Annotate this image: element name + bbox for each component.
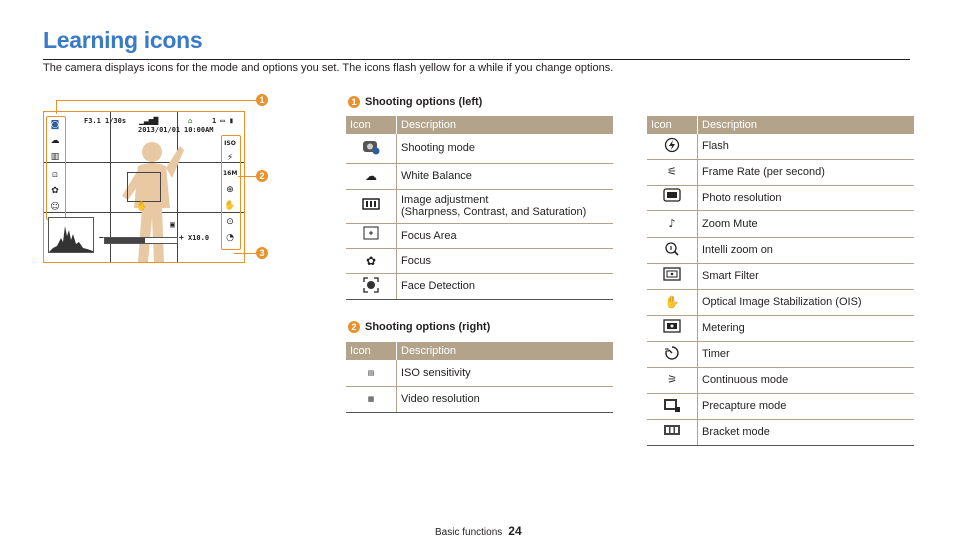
table-row xyxy=(647,159,914,185)
col-icon-header: Icon xyxy=(346,116,397,134)
face-frame-icon: ▣ xyxy=(170,220,175,229)
section-number: 2 xyxy=(348,321,360,333)
camera-mode-icon xyxy=(362,139,380,155)
table-row xyxy=(647,315,914,341)
continuous-icon: ⚞ xyxy=(667,373,677,386)
ois-hand-icon: ✋ xyxy=(664,295,680,309)
col-description-header: Description xyxy=(698,116,915,134)
table-shooting-left xyxy=(346,116,613,300)
gps-icon: ⌂ xyxy=(188,117,193,125)
image-adjust-icon xyxy=(362,197,380,213)
row-description: White Balance xyxy=(397,163,614,189)
flash-icon: ⚡ xyxy=(226,153,234,163)
col-icon-header: Icon xyxy=(647,116,698,134)
focus-frame xyxy=(127,172,161,202)
precapture-icon xyxy=(663,397,681,413)
left-icon-strip xyxy=(46,116,66,220)
section-heading-left xyxy=(348,96,482,108)
right-icon-strip xyxy=(221,135,241,250)
frame-rate-icon: ⚟ xyxy=(667,165,677,178)
image-adjust-icon: ▥ xyxy=(50,152,60,162)
row-description: Precapture mode xyxy=(698,393,915,419)
title-rule xyxy=(43,59,910,60)
callout-line xyxy=(234,253,256,254)
row-description: Timer xyxy=(698,341,915,367)
zoom-out-icon: − xyxy=(99,233,104,242)
row-description: Continuous mode xyxy=(698,367,915,393)
shutter-value: 1/30s xyxy=(105,117,127,125)
table-row xyxy=(346,248,613,273)
section-title: Shooting options (right) xyxy=(365,321,491,333)
row-description-detail: (Sharpness, Contrast, and Saturation) xyxy=(401,206,587,218)
macro-flower-icon: ✿ xyxy=(365,253,377,268)
table-header-row xyxy=(346,342,613,360)
intelli-zoom-icon xyxy=(663,241,681,257)
date-value: 2013/01/01 xyxy=(138,126,181,134)
memory-card-icon: ▭ xyxy=(220,116,225,125)
table-row xyxy=(647,134,914,159)
signal-bars-icon: ▁▃▅▇ xyxy=(139,116,159,125)
row-description: Video resolution xyxy=(397,386,614,412)
bracket-icon xyxy=(663,423,681,439)
table-shooting-right-more xyxy=(647,116,914,446)
page-number: 24 xyxy=(508,524,522,538)
table-row xyxy=(647,210,914,237)
face-detect-icon: ☺ xyxy=(50,202,60,212)
table-row xyxy=(346,163,613,189)
intelli-zoom-icon: ⊕ xyxy=(226,185,234,195)
callout-line xyxy=(56,100,256,101)
timer-icon: ◔ xyxy=(226,233,234,243)
row-description: Flash xyxy=(698,134,915,159)
camera-screen xyxy=(43,111,245,263)
face-detect-icon xyxy=(362,277,380,293)
section-number: 1 xyxy=(348,96,360,108)
table-row xyxy=(647,237,914,263)
zoom-mute-icon: ♪ xyxy=(668,216,676,230)
table-row xyxy=(647,419,914,445)
table-row xyxy=(346,134,613,163)
intro-text: The camera displays icons for the mode and options you set. The icons flash yellow for a while if you change options. xyxy=(43,62,614,74)
shots-remaining: 1 xyxy=(212,117,217,125)
row-description: Focus Area xyxy=(397,223,614,248)
row-description: Intelli zoom on xyxy=(698,237,915,263)
callout-1: 1 xyxy=(256,94,268,106)
page-title: Learning icons xyxy=(43,27,203,53)
table-row xyxy=(346,273,613,299)
footer-section: Basic functions xyxy=(435,527,503,538)
table-row xyxy=(346,189,613,223)
table-row xyxy=(647,393,914,419)
row-description: Photo resolution xyxy=(698,185,915,210)
col-description-header: Description xyxy=(397,116,614,134)
flash-icon xyxy=(663,137,681,153)
cloud-icon: ☁ xyxy=(365,169,377,183)
table-row xyxy=(647,185,914,210)
callout-3: 3 xyxy=(256,247,268,259)
table-header-row xyxy=(346,116,613,134)
row-description: Bracket mode xyxy=(698,419,915,445)
row-description: Frame Rate (per second) xyxy=(698,159,915,185)
table-row xyxy=(346,360,613,386)
row-description: Focus xyxy=(397,248,614,273)
table-row xyxy=(647,289,914,315)
table-row xyxy=(647,341,914,367)
shake-warning-icon: ✋ xyxy=(136,202,148,212)
aperture-value: F3.1 xyxy=(84,117,101,125)
table-row xyxy=(647,263,914,289)
iso-icon: ISO xyxy=(224,140,236,147)
iso-icon: ▤ xyxy=(367,368,375,377)
photo-resolution-icon: 16M xyxy=(223,170,238,177)
metering-icon xyxy=(663,319,681,335)
focus-area-icon xyxy=(362,226,380,242)
zoom-in-icon: + xyxy=(179,233,184,242)
focus-area-icon: ⊡ xyxy=(52,171,58,179)
zoom-value: X10.0 xyxy=(188,234,210,242)
col-icon-header: Icon xyxy=(346,342,397,360)
photo-resolution-icon xyxy=(663,188,681,204)
row-description: Optical Image Stabilization (OIS) xyxy=(698,289,915,315)
row-description: Metering xyxy=(698,315,915,341)
battery-icon: ▮ xyxy=(229,116,234,125)
macro-flower-icon: ✿ xyxy=(51,186,59,196)
callout-line xyxy=(238,176,256,177)
row-description: Zoom Mute xyxy=(698,210,915,237)
histogram xyxy=(48,217,94,253)
table-header-row xyxy=(647,116,914,134)
table-row xyxy=(647,367,914,393)
time-value: 10:00AM xyxy=(184,126,214,134)
row-description: Face Detection xyxy=(397,273,614,299)
callout-2: 2 xyxy=(256,170,268,182)
row-description: Image adjustment xyxy=(401,194,489,206)
table-row xyxy=(346,223,613,248)
row-description: Smart Filter xyxy=(698,263,915,289)
zoom-bar-fill xyxy=(105,238,145,243)
metering-icon: ⊙ xyxy=(226,217,234,227)
page-footer xyxy=(435,524,522,538)
smart-filter-icon xyxy=(663,267,681,283)
full-hd-icon: ▦ xyxy=(367,395,375,403)
ois-hand-icon: ✋ xyxy=(224,201,236,211)
row-description: ISO sensitivity xyxy=(397,360,614,386)
row-description: Shooting mode xyxy=(397,134,614,163)
histogram-graph xyxy=(49,218,93,252)
cloud-icon: ☁ xyxy=(50,136,60,146)
table-row xyxy=(346,386,613,412)
table-shooting-right xyxy=(346,342,613,413)
col-description-header: Description xyxy=(397,342,614,360)
camera-mode-icon: ◙ xyxy=(50,120,60,130)
zoom-bar xyxy=(104,237,178,244)
callout-line xyxy=(56,100,57,114)
section-heading-right xyxy=(348,321,490,333)
section-title: Shooting options (left) xyxy=(365,96,483,108)
timer-icon xyxy=(663,345,681,361)
